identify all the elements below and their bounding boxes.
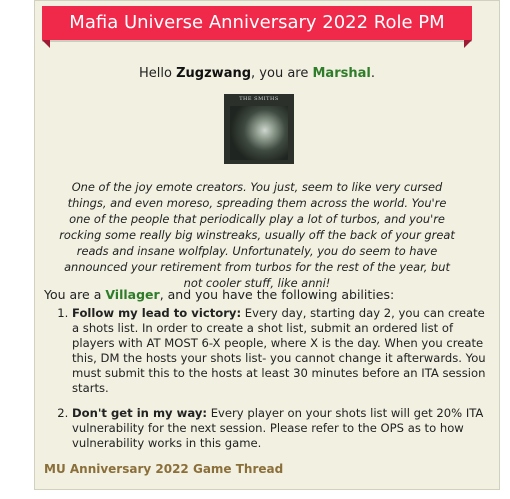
greeting-prefix: Hello [139, 66, 177, 81]
greeting-suffix: . [370, 66, 375, 81]
role-flavor-text: One of the joy emote creators. You just, seem to like very cursed things, and even moreso, spreading them across the world. You're one of the people that periodically play a lot of turbos, and you're rocking some really big winstreaks, usually off the back of your great reads and insane wolfplay. Unfortunately, you do seem to have announced your retirement from turbos for the rest of the year, but not cooler stuff, like anni! [59, 180, 455, 290]
abilities-intro-prefix: You are a [44, 287, 106, 302]
username: Zugzwang [176, 66, 252, 81]
banner-fold-left [42, 40, 50, 48]
abilities-intro-suffix: , and you have the following abilities: [159, 287, 395, 302]
ability-description: Every player on your shots list will get 20% ITA vulnerability for the next session. Please refer to the OPS as to how vulnerability works in this game. [72, 406, 484, 450]
ability-item [72, 406, 492, 451]
ability-list [40, 306, 492, 461]
game-thread-link[interactable]: MU Anniversary 2022 Game Thread [44, 462, 284, 476]
title-banner [42, 6, 472, 46]
role-name: Marshal [312, 66, 371, 81]
greeting-line [44, 66, 470, 81]
banner-fold-right [464, 40, 472, 48]
alignment-name: Villager [105, 287, 160, 302]
ability-item [72, 306, 492, 396]
banner-title: Mafia Universe Anniversary 2022 Role PM [42, 6, 472, 40]
album-title: THE SMITHS [239, 96, 279, 102]
greeting-middle: , you are [251, 66, 313, 81]
ability-description: Every day, starting day 2, you can create a shots list. In order to create a shot list, submit an ordered list of players with AT MOST 6-X people, where X is the day. When you create this, DM the hosts your shots list- you cannot change it afterwards. You must submit this to the hosts at least 30 minutes before an ITA session starts. [72, 306, 486, 395]
ability-name: Follow my lead to victory: [72, 306, 242, 320]
album-photo [230, 106, 288, 160]
ability-name: Don't get in my way: [72, 406, 208, 420]
role-image[interactable] [224, 94, 294, 164]
abilities-intro [44, 287, 464, 302]
